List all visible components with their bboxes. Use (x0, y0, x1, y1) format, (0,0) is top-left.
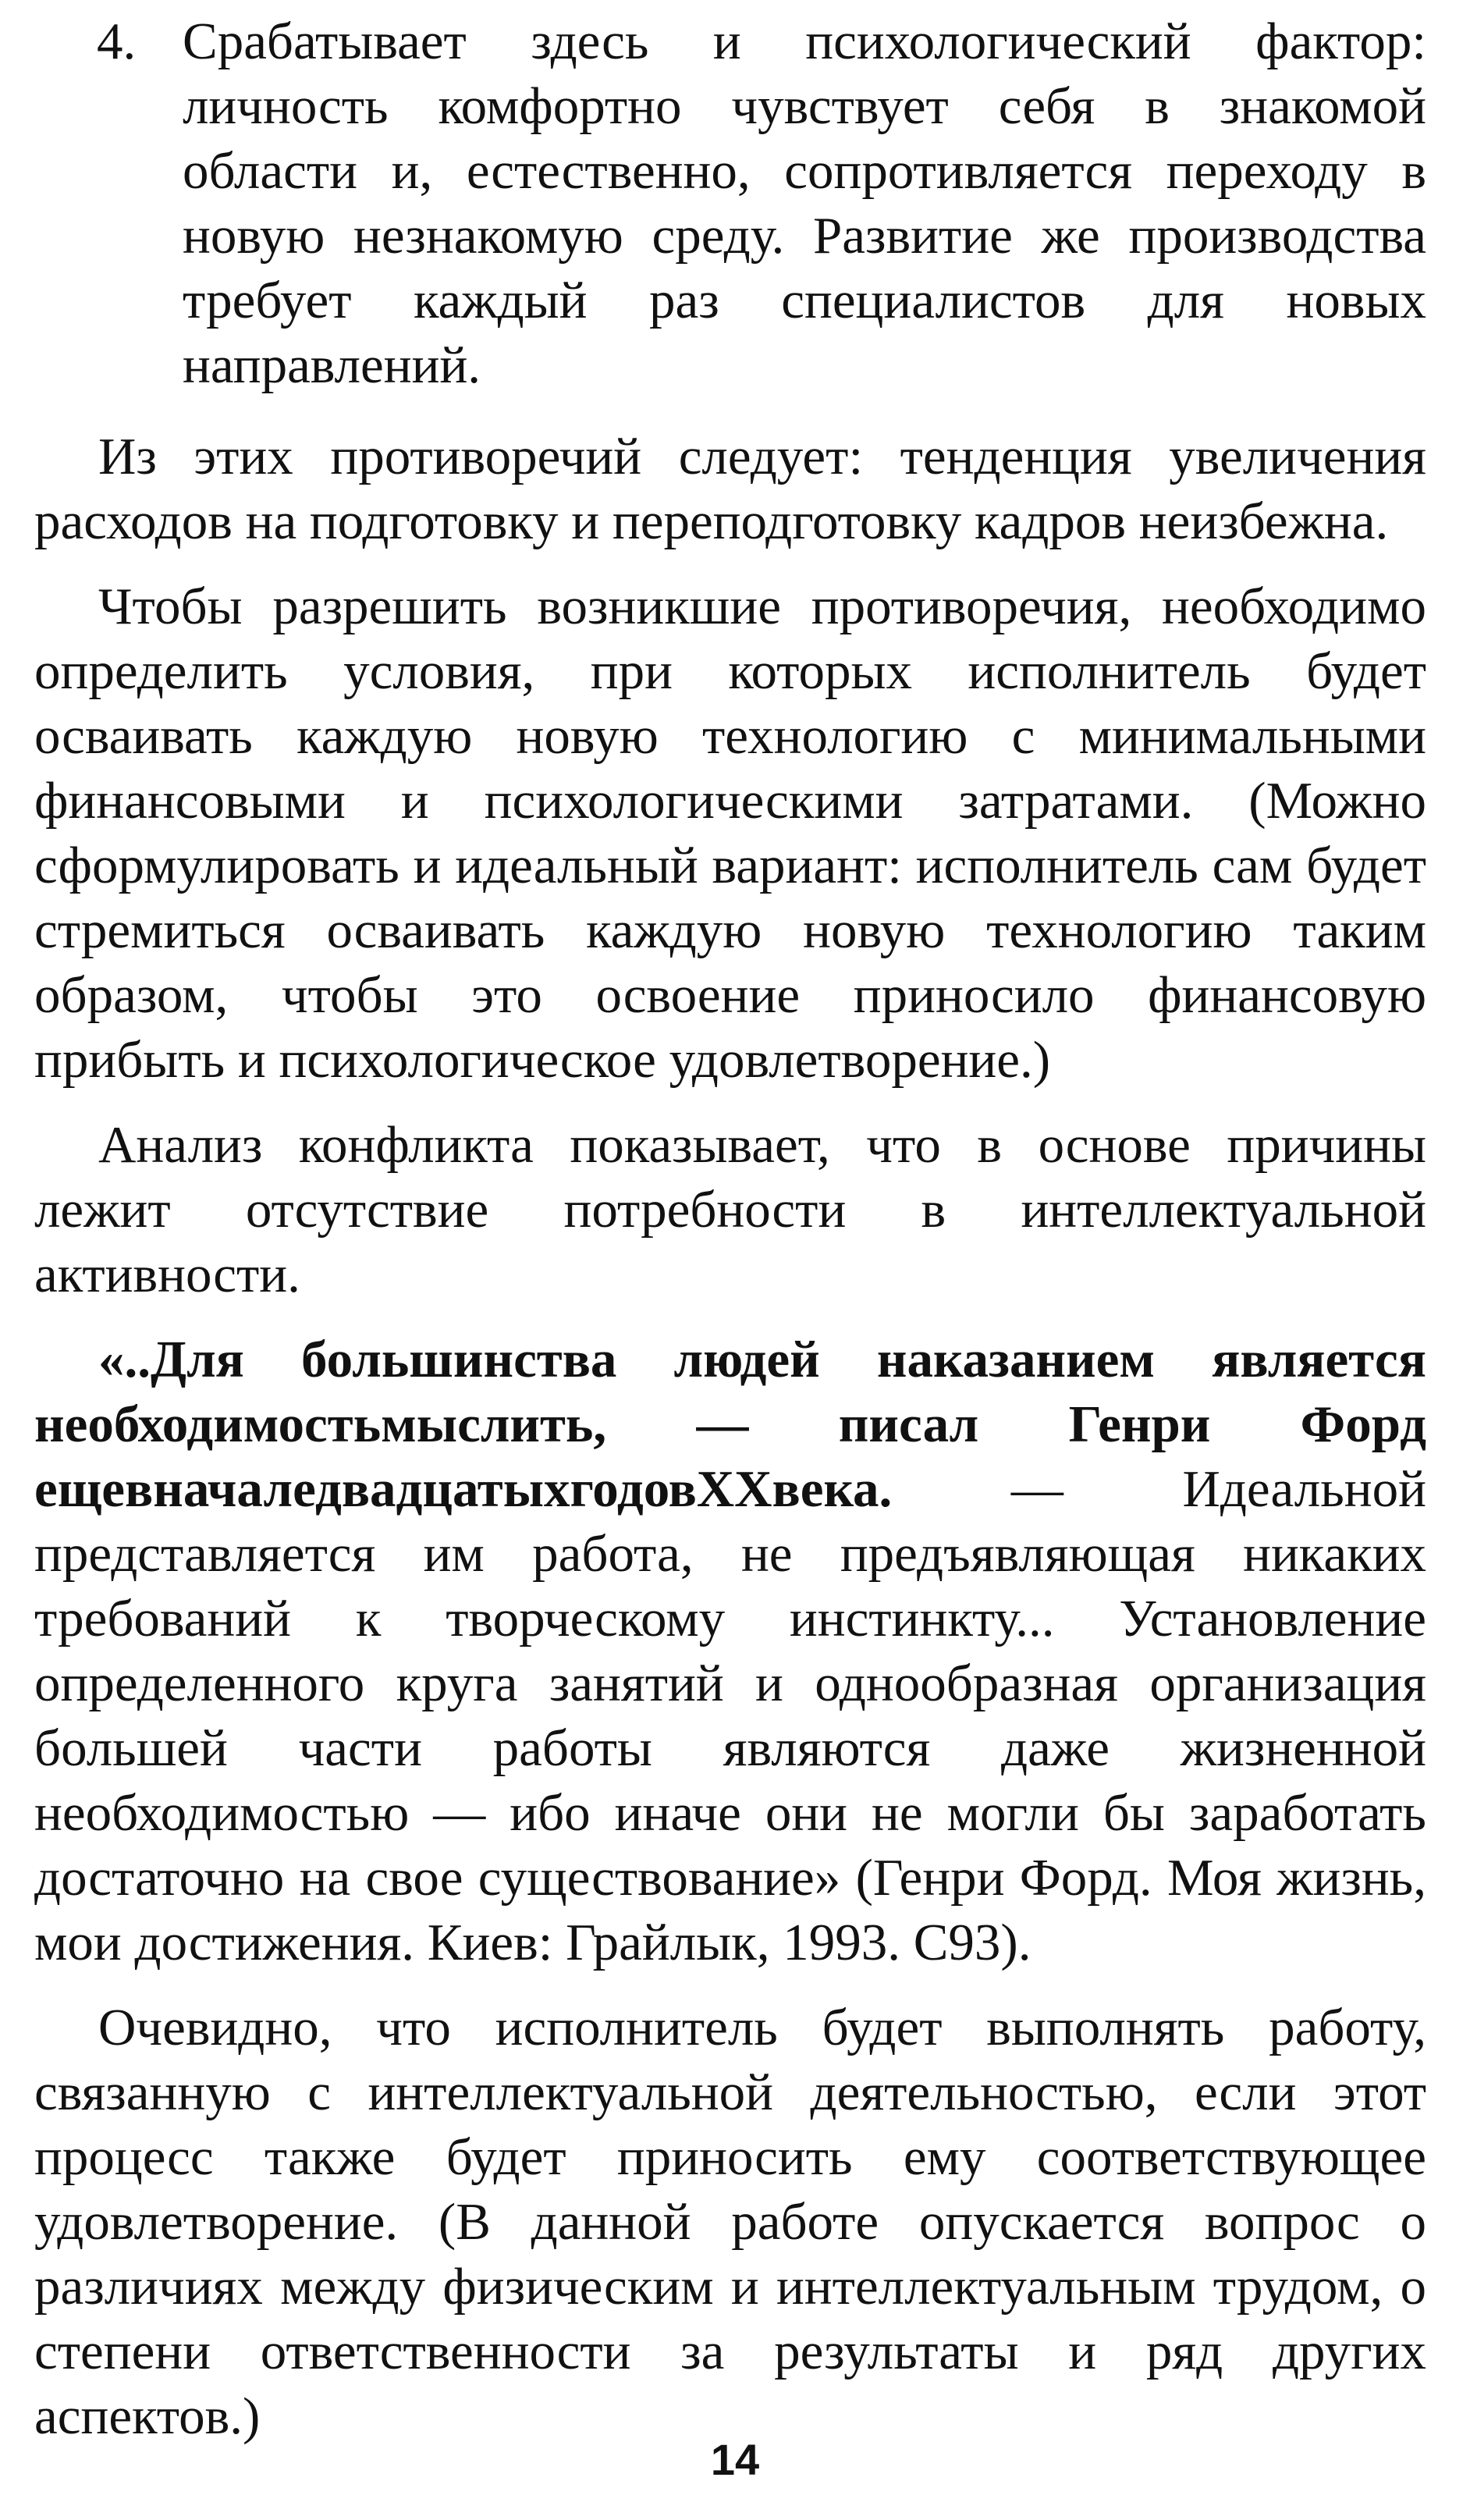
paragraph-contradictions: Из этих противоречий следует: тенденция увеличения расходов на подготовку и переподготовку кадров неизбежна. (34, 428, 1426, 550)
list-item-4 (34, 9, 1426, 398)
list-item-text: Срабатывает здесь и психологический фактор: личность комфортно чувствует себя в знакомой области и, естественно, сопротивляется переходу в новую незнакомую среду. Развитие же производства требует каждый раз специалистов для новых направлений. (183, 12, 1426, 394)
paragraph-conclusion: Очевидно, что исполнитель будет выполнять работу, связанную с интеллектуальной деятельностью, если этот процесс также будет приносить ему соответствующее удовлетворение. (В данной работе опускается вопрос о различиях между физическим и интеллектуальным трудом, о степени ответственности за результаты и ряд других аспектов.) (34, 1999, 1426, 2445)
ford-quote-bold: «..Для большинства людей наказанием является необходимостьмыслить, — писал Генри Форд ещевначаледвадцатыхгодовXXвека. (34, 1331, 1426, 1518)
list-item-number: 4. (97, 12, 137, 70)
paragraph-conflict-analysis: Анализ конфликта показывает, что в основе причины лежит отсутствие потребности в интеллектуальной активности. (34, 1116, 1426, 1303)
page-number: 14 (710, 2435, 760, 2484)
ford-quote-rest: — Идеальной представляется им работа, не предъявляющая никаких требований к творческому инстинкту... Установление определенного круга занятий и однообразная организация большей части работы являются даже жизненной необходимостью — ибо иначе они не могли бы заработать достаточно на свое существование» (Генри Форд. Моя жизнь, мои достижения. Киев: Грайлык, 1993. С93). (34, 1460, 1426, 1971)
paragraph-ford-quote (34, 1328, 1426, 1975)
paragraph-conditions: Чтобы разрешить возникшие противоречия, необходимо определить условия, при которых исполнитель будет осваивать каждую новую технологию с минимальными финансовыми и психологическими затратами. (Можно сформулировать и идеальный вариант: исполнитель сам будет стремиться осваивать каждую новую технологию таким образом, чтобы это освоение приносило финансовую прибыть и психологическое удовлетворение.) (34, 578, 1426, 1089)
